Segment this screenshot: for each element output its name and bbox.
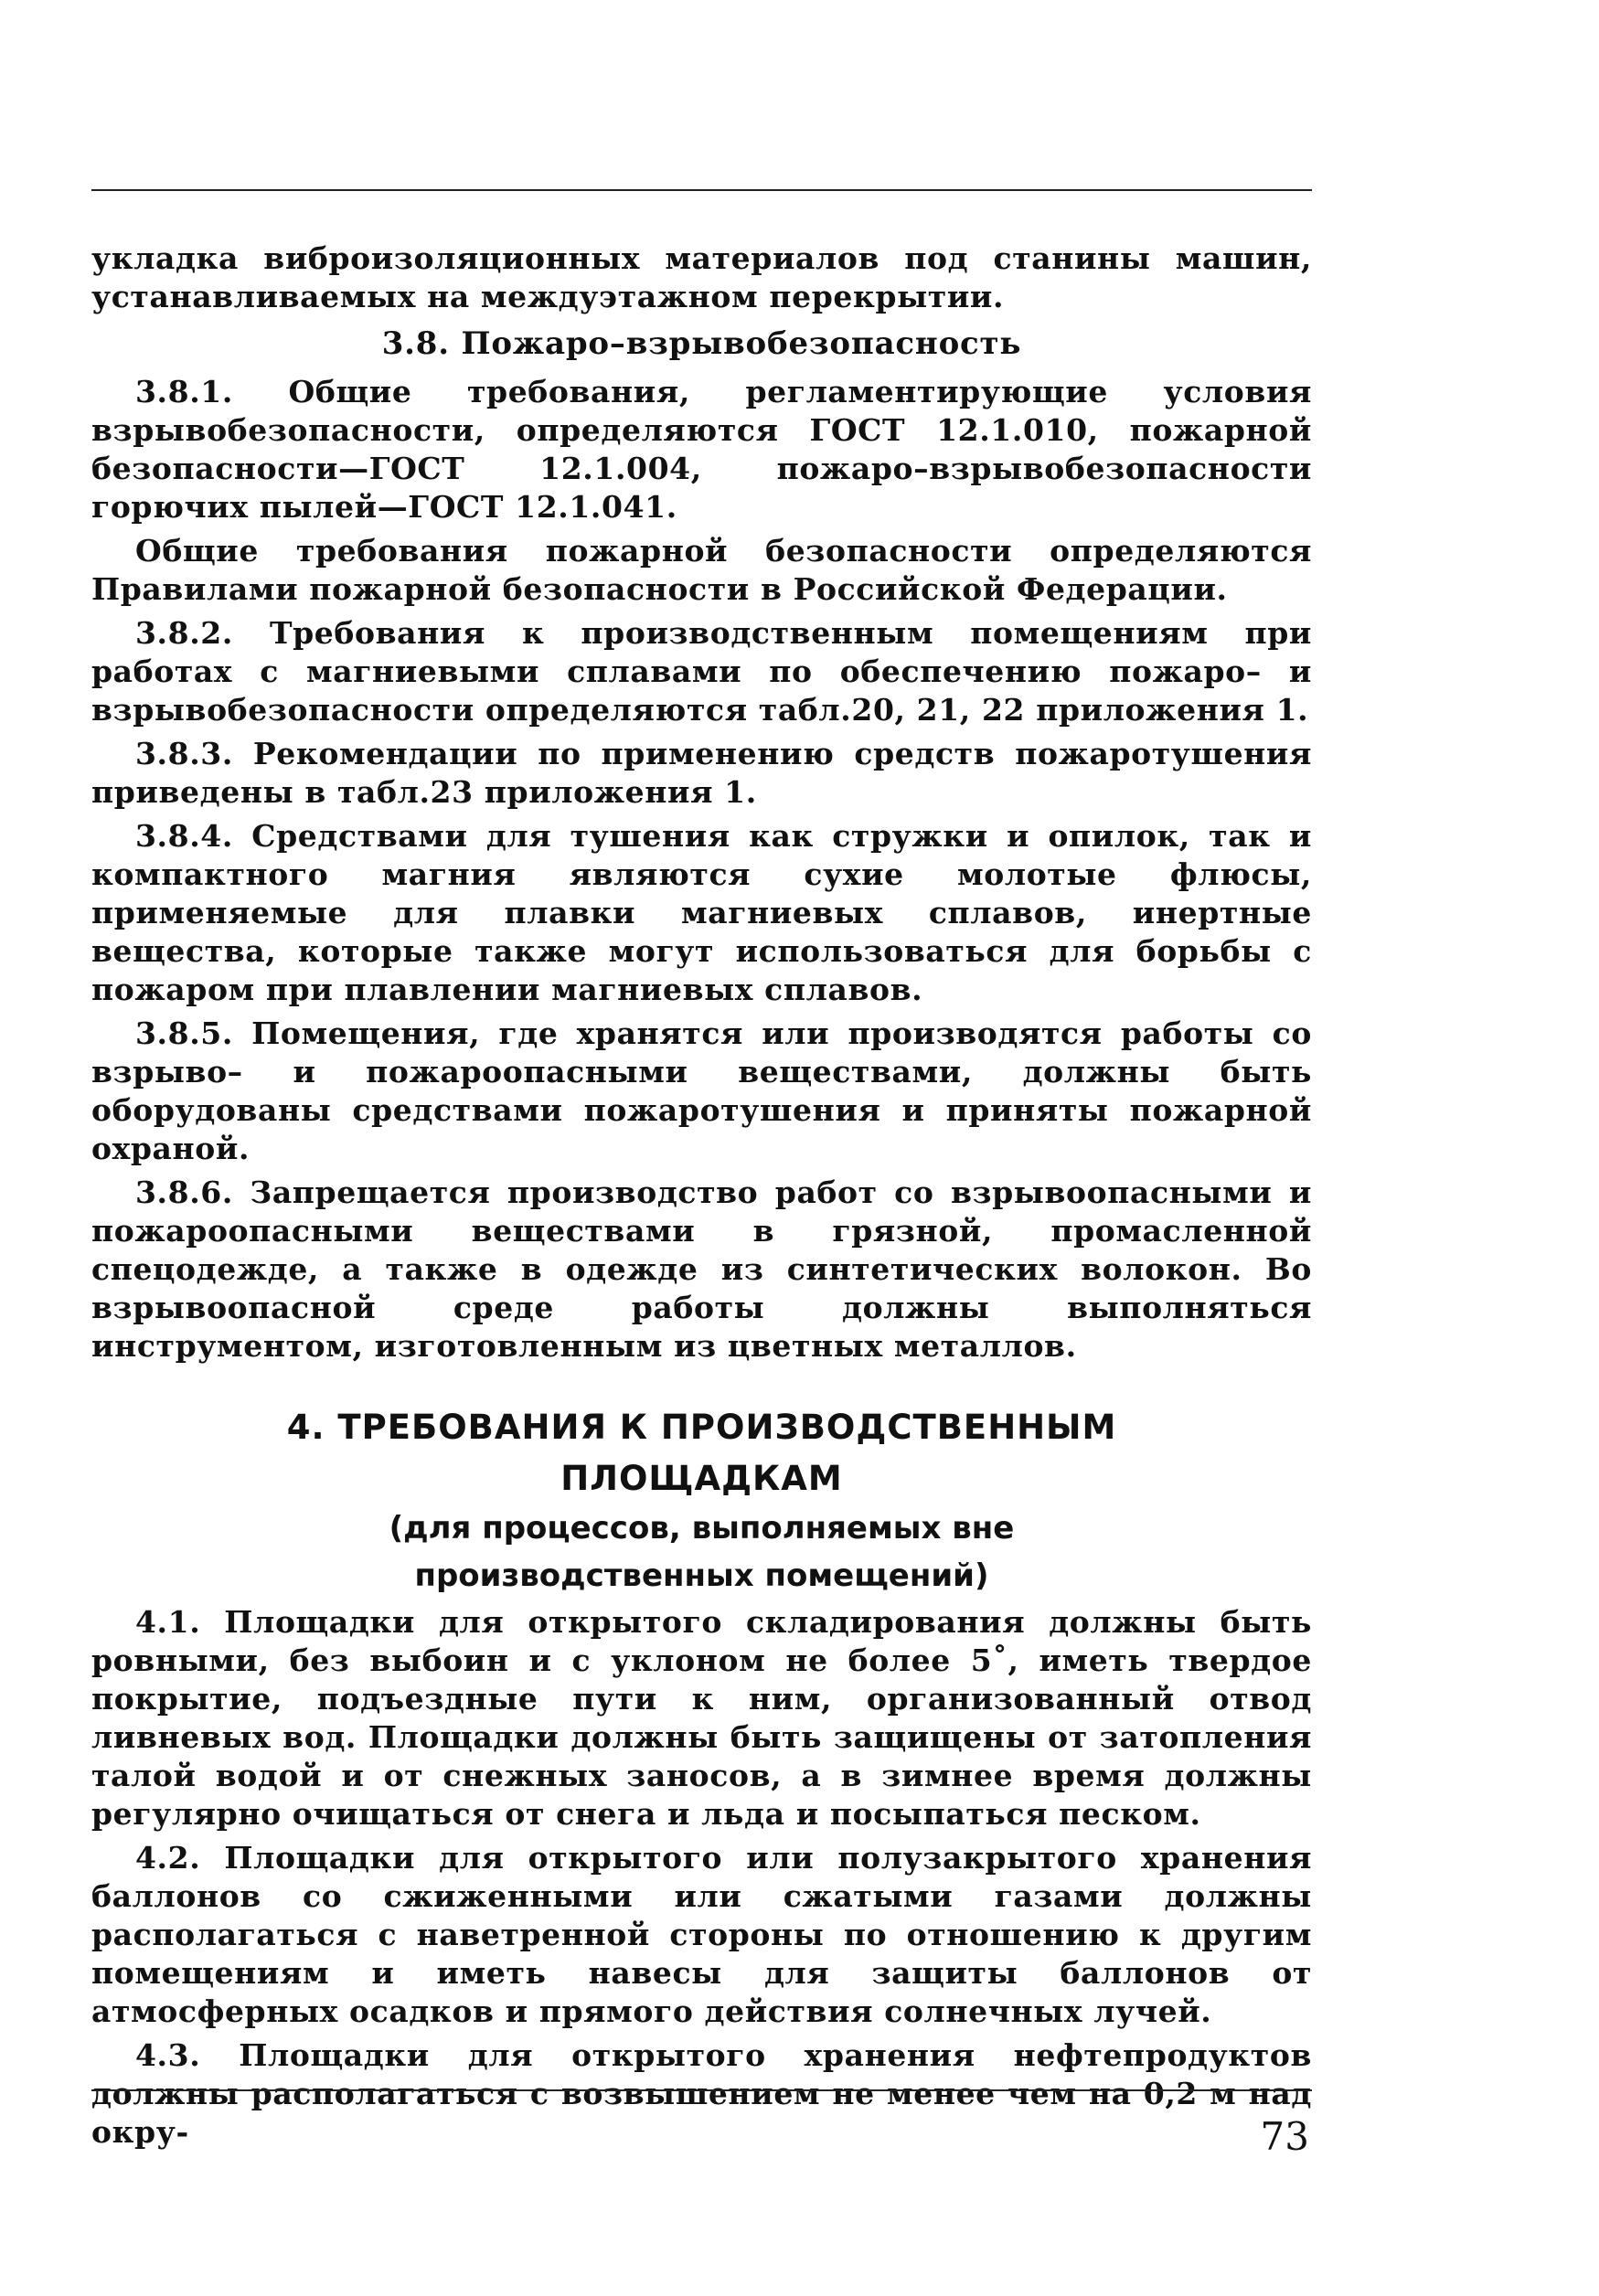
paragraph-3-8-2: 3.8.2. Требования к производственным помещениям при работах с магниевыми сплавами по обеспечению пожаро– и взрывобезопасности определяются табл.20, 21, 22 приложения 1. <box>91 615 1312 728</box>
paragraph-3-8-6: 3.8.6. Запрещается производство работ со взрывоопасными и пожароопасными веществами в грязной, промасленной спецодежде, а также в одежде из синтетических волокон. Во взрывоопасной среде работы должны выполняться инструментом, изготовленным из цветных металлов. <box>91 1175 1312 1364</box>
bottom-rule <box>91 2089 1312 2091</box>
top-rule <box>91 189 1312 191</box>
paragraph-4-1: 4.1. Площадки для открытого складирования должны быть ровными, без выбоин и с уклоном не более 5˚, иметь твердое покрытие, подъездные пути к ним, организованный отвод ливневых вод. Площадки должны быть защищены от затопления талой водой и от снежных заносов, а в зимнее время должны регулярно очищаться от снега и льда и посыпаться песком. <box>91 1604 1312 1832</box>
body-text <box>91 239 1312 2152</box>
page-number: 73 <box>1260 2114 1309 2159</box>
section-4-heading-line-1: 4. ТРЕБОВАНИЯ К ПРОИЗВОДСТВЕННЫМ <box>286 1408 1117 1447</box>
paragraph-3-8-4: 3.8.4. Средствами для тушения как стружки и опилок, так и компактного магния являются сухие молотые флюсы, применяемые для плавки магниевых сплавов, инертные вещества, которые также могут использоваться для борьбы с пожаром при плавлении магниевых сплавов. <box>91 818 1312 1007</box>
section-4-subtitle <box>91 1504 1312 1600</box>
paragraph-3-8-3: 3.8.3. Рекомендации по применению средств пожаротушения приведены в табл.23 приложения 1. <box>91 736 1312 810</box>
paragraph-4-2: 4.2. Площадки для открытого или полузакрытого хранения баллонов со сжиженными или сжатыми газами должны располагаться с наветренной стороны по отношению к другим помещениям и иметь навесы для защиты баллонов от атмосферных осадков и прямого действия солнечных лучей. <box>91 1840 1312 2029</box>
paragraph-4-3: 4.3. Площадки для открытого хранения нефтепродуктов должны располагаться с возвышением не менее чем на 0,2 м над окру- <box>91 2037 1312 2150</box>
paragraph-3-8-1: 3.8.1. Общие требования, регламентирующие условия взрывобезопасности, определяются ГОСТ 12.1.010, пожарной безопасности—ГОСТ 12.1.004, пожаро–взрывобезопасности горючих пылей—ГОСТ 12.1.041. <box>91 374 1312 525</box>
continuation-paragraph: укладка виброизоляционных материалов под станины машин, устанавливаемых на междуэтажном перекрытии. <box>91 240 1312 314</box>
paragraph-3-8-5: 3.8.5. Помещения, где хранятся или производятся работы со взрыво– и пожароопасными веществами, должны быть оборудованы средствами пожаротушения и приняты пожарной охраной. <box>91 1015 1312 1166</box>
section-3-8-heading: 3.8. Пожаро–взрывобезопасность <box>381 325 1022 362</box>
section-4-subtitle-line-2: производственных помещений) <box>414 1557 989 1594</box>
section-4-heading <box>91 1402 1312 1504</box>
paragraph-general-requirements: Общие требования пожарной безопасности определяются Правилами пожарной безопасности в Российской Федерации. <box>91 533 1312 607</box>
section-4-heading-line-2: ПЛОЩАДКАМ <box>560 1459 843 1498</box>
section-4-subtitle-line-1: (для процессов, выполняемых вне <box>389 1510 1015 1547</box>
